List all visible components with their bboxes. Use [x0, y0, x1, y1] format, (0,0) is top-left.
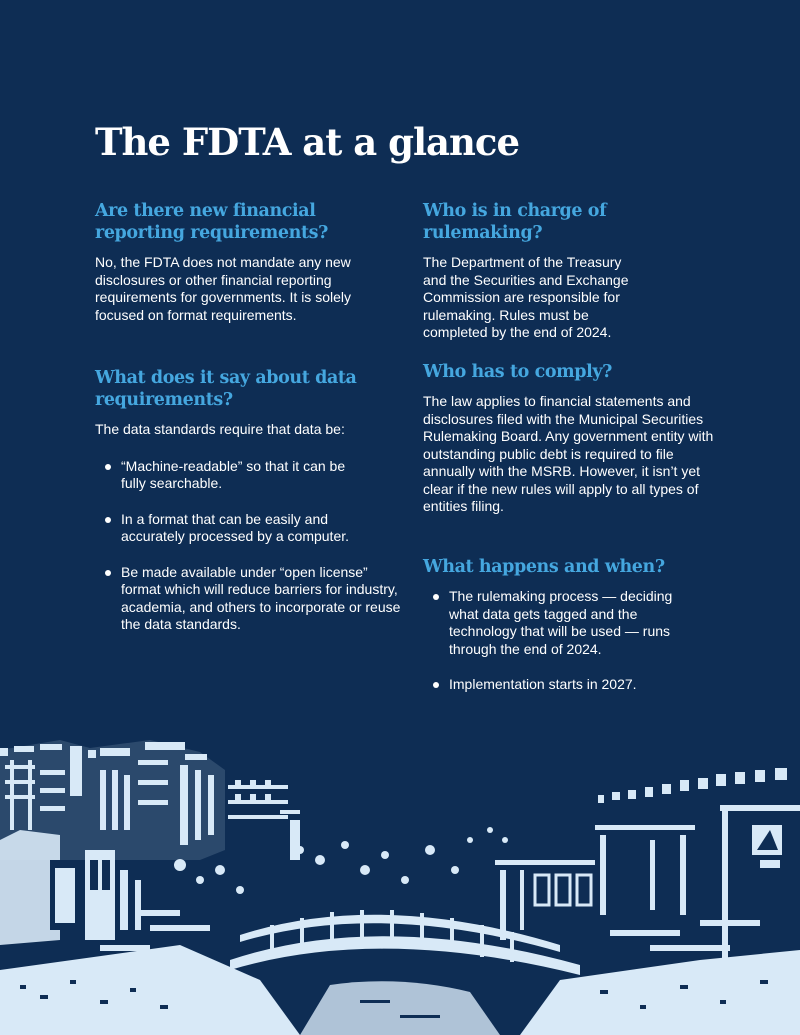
list-item	[95, 564, 411, 634]
list-item-text: “Machine-readable” so that it can be fully searchable.	[121, 457, 346, 491]
bullet-icon	[433, 594, 439, 600]
section-intro: The data standards require that data be:	[95, 421, 345, 437]
data-requirements-list	[95, 457, 401, 634]
list-item	[423, 588, 689, 658]
section-body: The Department of the Treasury and the Securities and Exchange Commission are responsible for rulemaking. Rules must be completed by the end of 2024.	[423, 254, 629, 340]
list-item	[423, 676, 693, 694]
section-heading: Who has to comply?	[423, 362, 612, 382]
list-item	[95, 511, 361, 546]
section-heading: Who is in charge of rulemaking?	[423, 201, 607, 243]
bullet-icon	[105, 464, 111, 470]
bullet-icon	[105, 517, 111, 523]
section-heading: What happens and when?	[423, 557, 665, 577]
list-item-text: In a format that can be easily and accurately processed by a computer.	[121, 510, 350, 544]
timeline-list	[423, 588, 693, 694]
section-body: No, the FDTA does not mandate any new disclosures or other financial reporting requirements for governments. It is solely focused on format requirements.	[95, 254, 351, 323]
section-comply	[423, 361, 723, 516]
bullet-icon	[105, 570, 111, 576]
bullet-icon	[433, 682, 439, 688]
section-heading: What does it say about data requirements?	[95, 368, 357, 410]
list-item	[95, 458, 361, 493]
section-new-requirements	[95, 200, 385, 324]
section-heading: Are there new financial reporting requirements?	[95, 201, 328, 243]
list-item-text: Be made available under “open license” format which will reduce barriers for industry, academia, and others to incorporate or reuse the data standards.	[121, 563, 401, 632]
list-item-text: Implementation starts in 2027.	[449, 676, 637, 692]
list-item-text: The rulemaking process — deciding what data gets tagged and the technology that will be used — runs through the end of 2024.	[449, 588, 673, 657]
section-rulemaking	[423, 200, 723, 342]
cityscape-illustration	[0, 730, 800, 1035]
section-timeline	[423, 556, 693, 712]
page-title: The FDTA at a glance	[95, 120, 519, 164]
section-data-requirements	[95, 367, 401, 652]
section-body: The law applies to financial statements and disclosures filed with the Municipal Securities Rulemaking Board. Any government entity with outstanding public debt is required to file annually with the MSRB. However, it isn’t yet clear if the new rules will apply to all types of entities filing.	[423, 393, 714, 514]
